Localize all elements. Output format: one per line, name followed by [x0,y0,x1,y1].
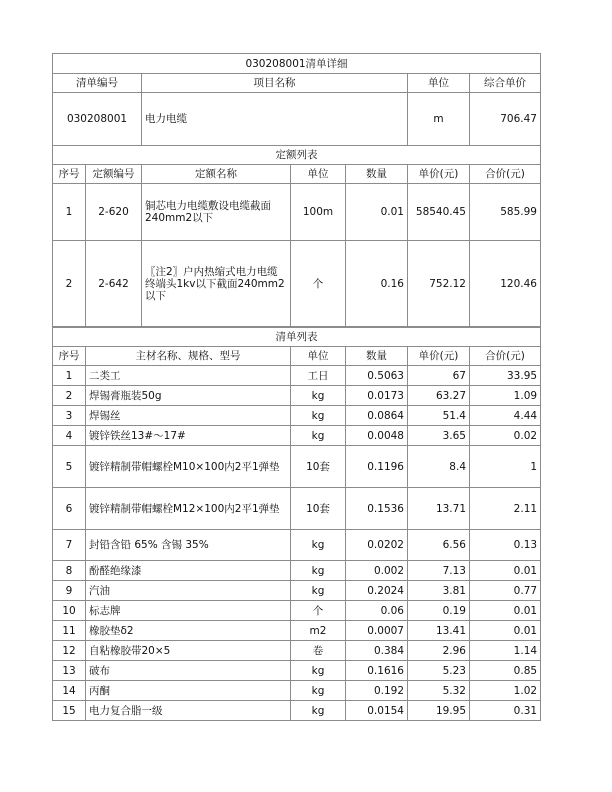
mat-name: 自粘橡胶带20×5 [86,641,291,661]
mat-total: 1.14 [470,641,541,661]
mat-price: 5.32 [408,681,470,701]
mat-unit: kg [291,701,346,721]
quota-qty: 0.16 [346,241,408,327]
table-row [53,641,541,661]
table-row [53,581,541,601]
mat-qty: 0.192 [346,681,408,701]
mat-no: 14 [53,681,86,701]
quota-price: 58540.45 [408,184,470,241]
mat-price: 6.56 [408,530,470,561]
mat-qty: 0.0864 [346,406,408,426]
quota-total: 120.46 [470,241,541,327]
mat-price: 51.4 [408,406,470,426]
bill-unit: m [408,93,470,146]
table-row [53,488,541,530]
materials-title: 清单列表 [53,328,541,347]
table-row [53,241,541,327]
mat-qty: 0.06 [346,601,408,621]
mat-unit: kg [291,581,346,601]
table-row [53,366,541,386]
materials-table [52,327,541,721]
mat-price: 5.23 [408,661,470,681]
bill-code: 030208001 [53,93,142,146]
mat-price: 13.71 [408,488,470,530]
mat-name: 电力复合脂一级 [86,701,291,721]
mat-name: 镀锌铁丝13#～17# [86,426,291,446]
mat-name: 橡胶垫δ2 [86,621,291,641]
mat-qty: 0.1536 [346,488,408,530]
quota-price: 752.12 [408,241,470,327]
mat-name: 封铅含铅 65% 含锡 35% [86,530,291,561]
mat-name: 标志牌 [86,601,291,621]
mat-no: 7 [53,530,86,561]
quota-code: 2-642 [86,241,142,327]
mat-no: 12 [53,641,86,661]
mat-total: 2.11 [470,488,541,530]
mat-qty: 0.0048 [346,426,408,446]
mat-unit: kg [291,681,346,701]
mat-price: 7.13 [408,561,470,581]
mat-no: 11 [53,621,86,641]
mat-price: 3.81 [408,581,470,601]
mat-no: 2 [53,386,86,406]
bill-header-table [52,53,541,146]
table-row [53,530,541,561]
quota-code: 2-620 [86,184,142,241]
mat-unit: 工日 [291,366,346,386]
mat-no: 3 [53,406,86,426]
mat-price: 2.96 [408,641,470,661]
mat-no: 4 [53,426,86,446]
mat-name: 焊锡丝 [86,406,291,426]
quota-name: 〖注2〗户内热缩式电力电缆终端头1kv以下截面240mm2以下 [142,241,291,327]
mat-name: 二类工 [86,366,291,386]
mat-price: 0.19 [408,601,470,621]
quota-unit: 个 [291,241,346,327]
mat-col-total: 合价(元) [470,347,541,366]
mat-name: 汽油 [86,581,291,601]
mat-qty: 0.0202 [346,530,408,561]
mat-name: 丙酮 [86,681,291,701]
mat-price: 67 [408,366,470,386]
col-unit: 单位 [408,74,470,93]
mat-no: 6 [53,488,86,530]
mat-no: 8 [53,561,86,581]
mat-qty: 0.2024 [346,581,408,601]
mat-no: 9 [53,581,86,601]
mat-col-unit: 单位 [291,347,346,366]
mat-total: 0.01 [470,621,541,641]
quota-total: 585.99 [470,184,541,241]
mat-no: 15 [53,701,86,721]
mat-unit: kg [291,386,346,406]
quota-table [52,145,541,327]
item-name: 电力电缆 [142,93,408,146]
mat-unit: kg [291,661,346,681]
mat-col-no: 序号 [53,347,86,366]
mat-total: 0.85 [470,661,541,681]
mat-col-qty: 数量 [346,347,408,366]
table-row [53,561,541,581]
quota-col-code: 定额编号 [86,165,142,184]
mat-price: 8.4 [408,446,470,488]
table-row [53,446,541,488]
mat-price: 63.27 [408,386,470,406]
quota-no: 1 [53,184,86,241]
mat-col-price: 单价(元) [408,347,470,366]
mat-name: 破布 [86,661,291,681]
mat-qty: 0.5063 [346,366,408,386]
mat-col-name: 主材名称、规格、型号 [86,347,291,366]
mat-name: 焊锡膏瓶装50g [86,386,291,406]
quota-col-price: 单价(元) [408,165,470,184]
mat-unit: kg [291,426,346,446]
mat-no: 5 [53,446,86,488]
mat-price: 19.95 [408,701,470,721]
quota-no: 2 [53,241,86,327]
quota-col-no: 序号 [53,165,86,184]
mat-total: 33.95 [470,366,541,386]
mat-qty: 0.1196 [346,446,408,488]
mat-qty: 0.384 [346,641,408,661]
mat-name: 酚醛绝缘漆 [86,561,291,581]
table-row [53,681,541,701]
table-row [53,661,541,681]
mat-qty: 0.1616 [346,661,408,681]
quota-col-name: 定额名称 [142,165,291,184]
table-row [53,184,541,241]
mat-total: 0.77 [470,581,541,601]
mat-unit: 10套 [291,488,346,530]
quota-unit: 100m [291,184,346,241]
mat-qty: 0.0154 [346,701,408,721]
mat-unit: kg [291,530,346,561]
col-unit-price: 综合单价 [470,74,541,93]
table-row [53,621,541,641]
col-bill-code: 清单编号 [53,74,142,93]
mat-name: 镀锌精制带帽螺栓M12×100内2平1弹垫 [86,488,291,530]
mat-no: 10 [53,601,86,621]
mat-total: 0.02 [470,426,541,446]
mat-total: 1.09 [470,386,541,406]
mat-unit: 10套 [291,446,346,488]
mat-price: 3.65 [408,426,470,446]
mat-total: 0.13 [470,530,541,561]
quota-qty: 0.01 [346,184,408,241]
table-row [53,406,541,426]
bill-title: 030208001清单详细 [53,54,541,74]
mat-qty: 0.002 [346,561,408,581]
table-row [53,601,541,621]
mat-total: 1.02 [470,681,541,701]
mat-total: 0.31 [470,701,541,721]
table-row [53,426,541,446]
mat-unit: kg [291,406,346,426]
col-item-name: 项目名称 [142,74,408,93]
table-row [53,701,541,721]
mat-name: 镀锌精制带帽螺栓M10×100内2平1弹垫 [86,446,291,488]
table-row [53,386,541,406]
quota-col-qty: 数量 [346,165,408,184]
bill-price: 706.47 [470,93,541,146]
mat-unit: m2 [291,621,346,641]
mat-unit: kg [291,561,346,581]
mat-total: 1 [470,446,541,488]
mat-qty: 0.0007 [346,621,408,641]
quota-col-total: 合价(元) [470,165,541,184]
mat-total: 0.01 [470,561,541,581]
quota-name: 铜芯电力电缆敷设电缆截面240mm2以下 [142,184,291,241]
mat-no: 13 [53,661,86,681]
mat-price: 13.41 [408,621,470,641]
mat-unit: 卷 [291,641,346,661]
quota-title: 定额列表 [53,146,541,165]
mat-unit: 个 [291,601,346,621]
mat-no: 1 [53,366,86,386]
quota-col-unit: 单位 [291,165,346,184]
mat-total: 0.01 [470,601,541,621]
mat-total: 4.44 [470,406,541,426]
mat-qty: 0.0173 [346,386,408,406]
